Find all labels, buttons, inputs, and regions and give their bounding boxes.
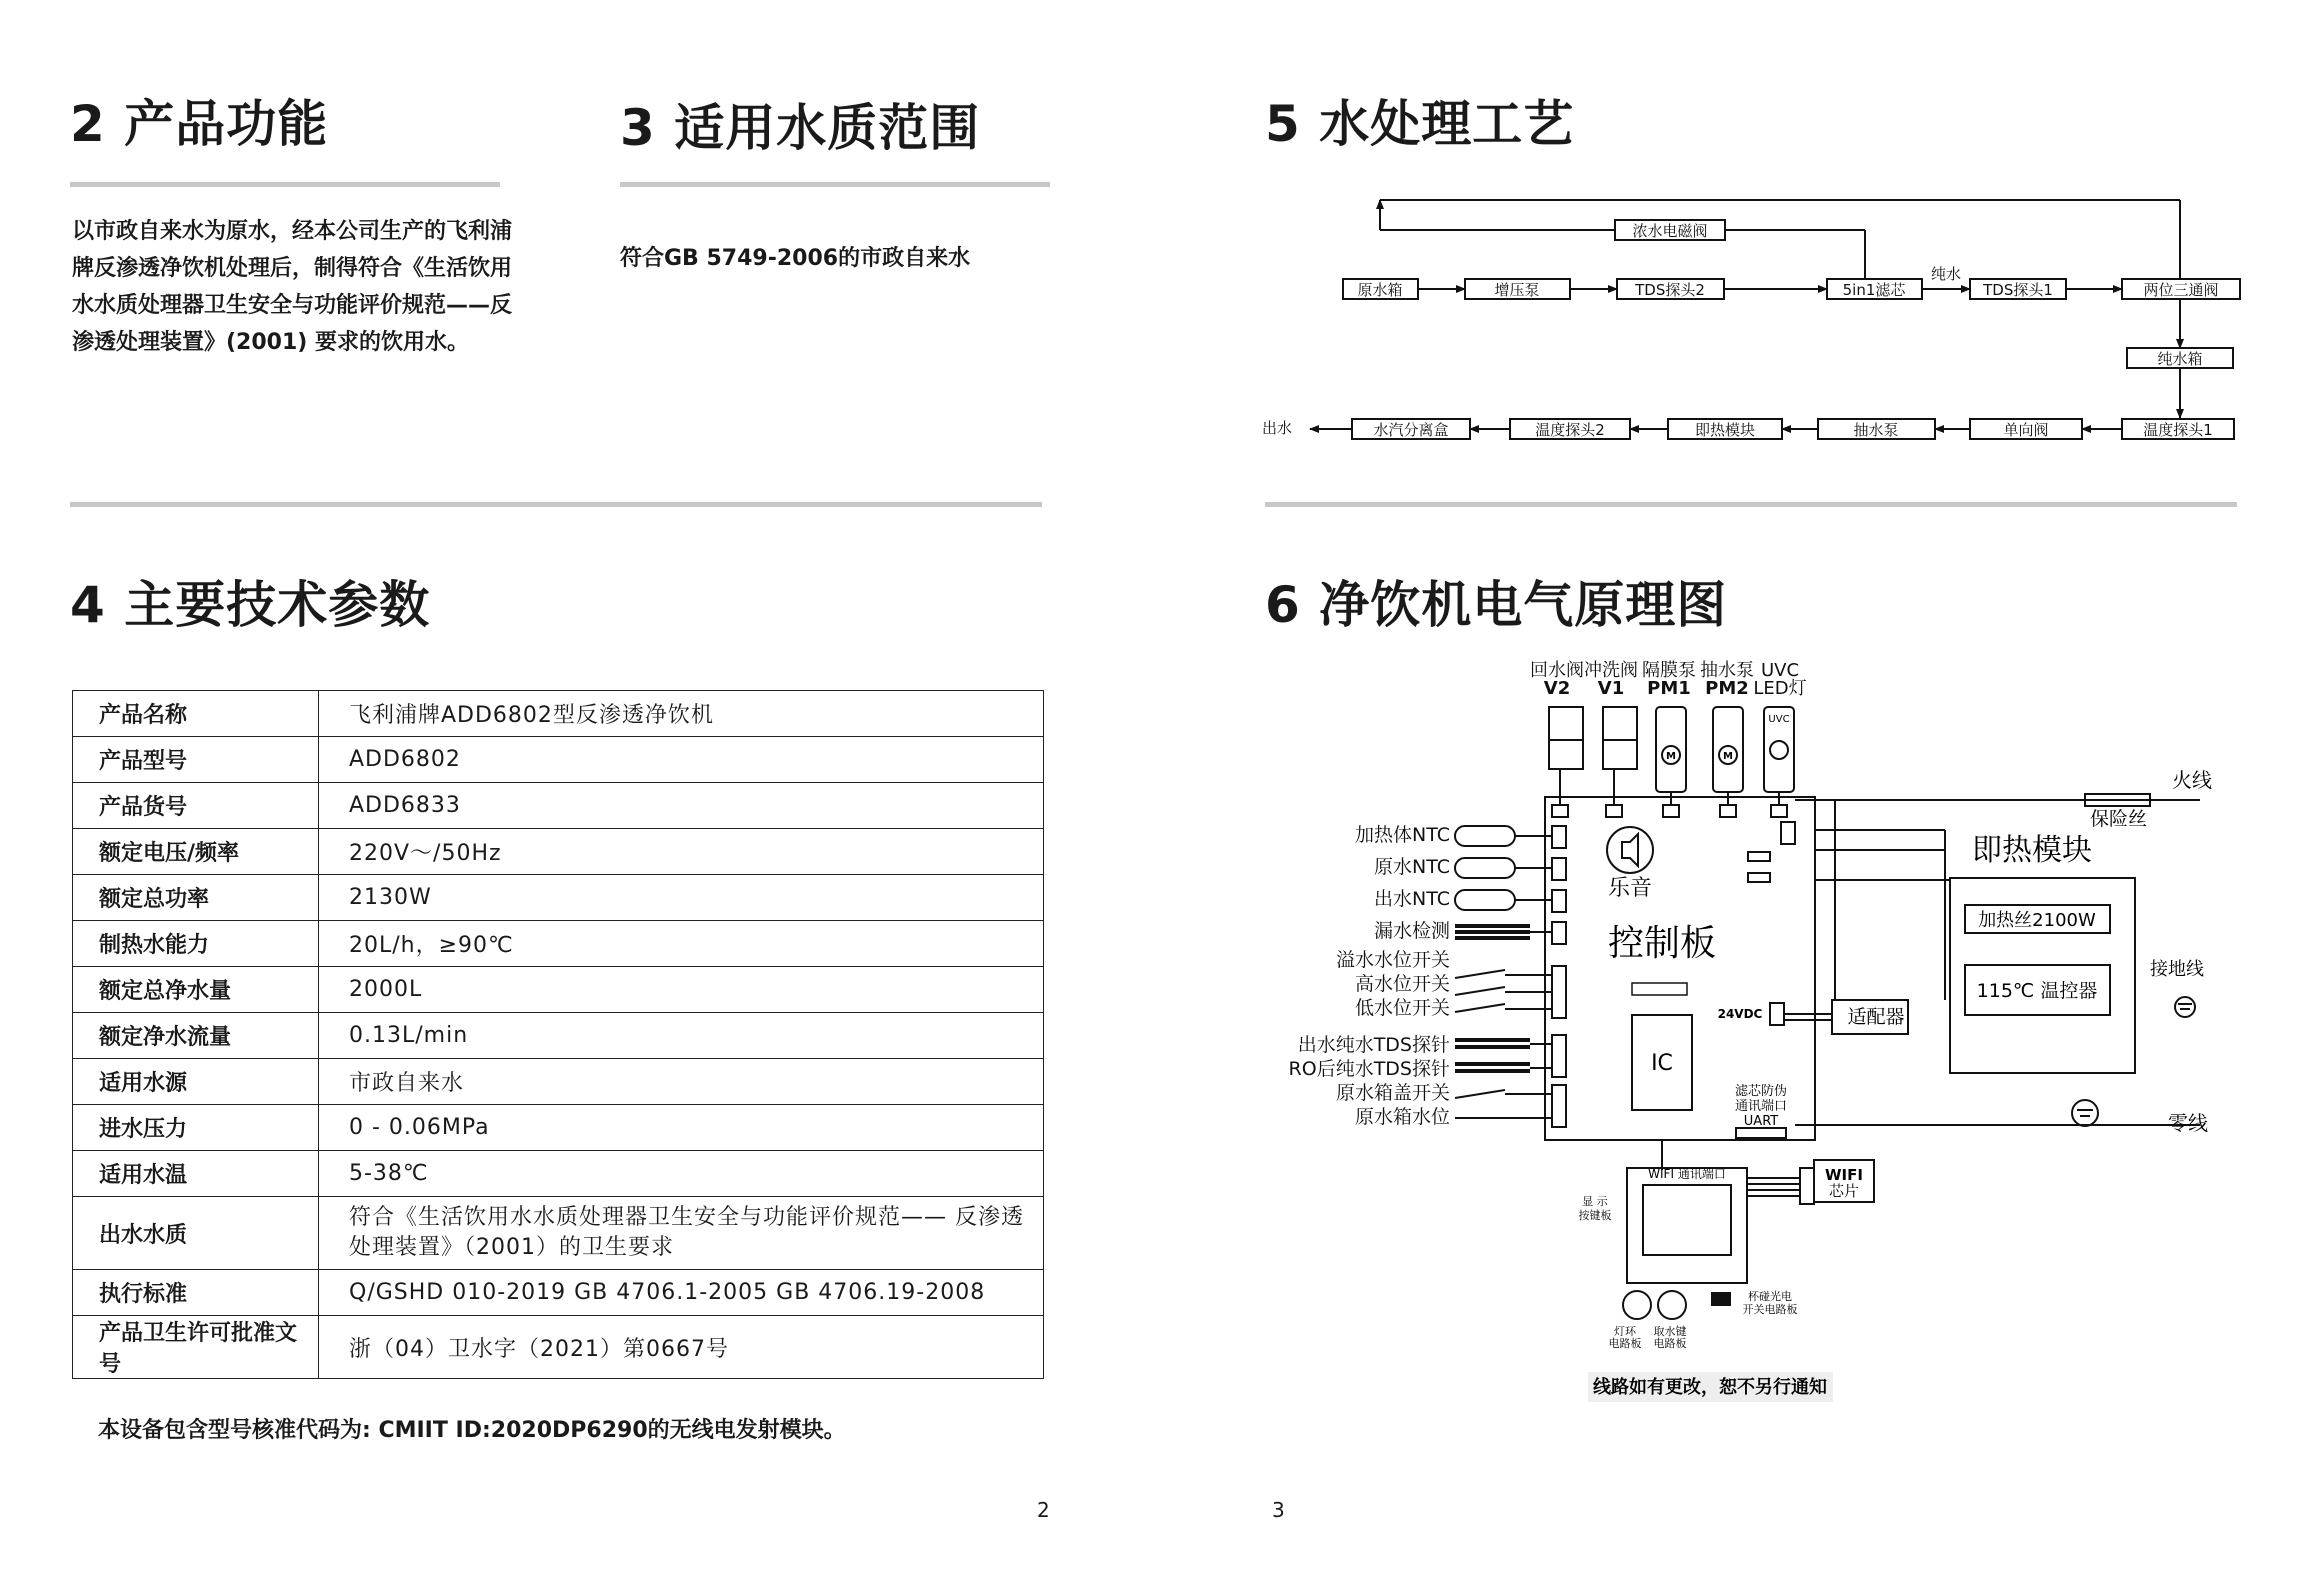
device-label: 隔膜泵	[1642, 660, 1696, 681]
wifi-label: WIFI	[1825, 1166, 1863, 1184]
flow-out-label: 出水	[1261, 419, 1293, 437]
flow-node: 纯水箱	[2157, 350, 2203, 368]
speaker-label: 乐音	[1607, 876, 1653, 901]
spec-key: 额定总功率	[73, 875, 319, 921]
spec-key: 出水水质	[73, 1197, 319, 1270]
section-3-title: 3 适用水质范围	[620, 99, 981, 157]
spec-value: 市政自来水	[319, 1059, 1044, 1105]
section-6-title: 6 净饮机电气原理图	[1265, 576, 1728, 634]
ground-label: 接地线	[2150, 959, 2204, 980]
cup-label: 开关电路板	[1742, 1303, 1798, 1316]
device-code: V1	[1597, 678, 1625, 699]
left-label: 原水箱盖开关	[1335, 1082, 1450, 1104]
spec-value: 20L/h，≥90℃	[319, 921, 1044, 967]
spec-value: Q/GSHD 010-2019 GB 4706.1-2005 GB 4706.19-2008	[319, 1270, 1044, 1316]
uart-label: 滤芯防伪	[1734, 1084, 1788, 1099]
board-label: 控制板	[1607, 923, 1717, 964]
ground-icon	[2072, 1100, 2098, 1126]
flow-node: 即热模块	[1694, 421, 1756, 439]
live-label: 火线	[2172, 768, 2212, 792]
spec-value: 符合《生活饮用水水质处理器卫生安全与功能评价规范—— 反渗透处理装置》（2001）的卫生要求	[319, 1197, 1044, 1270]
device-label: UVC	[1760, 660, 1800, 681]
flow-node: 抽水泵	[1853, 421, 1899, 439]
spec-value: 浙（04）卫水字（2021）第0667号	[319, 1316, 1044, 1379]
spec-key: 执行标准	[73, 1270, 319, 1316]
flow-node: 原水箱	[1357, 281, 1403, 299]
adapter-label: 适配器	[1847, 1006, 1905, 1028]
spec-key: 产品卫生许可批准文号	[73, 1316, 319, 1379]
flow-pure-label: 纯水	[1930, 265, 1962, 283]
wifi-label: 芯片	[1828, 1182, 1860, 1200]
fuse-label: 保险丝	[2090, 808, 2148, 830]
device-code: LED灯	[1753, 678, 1807, 699]
section-2-text: 以市政自来水为原水，经本公司生产的飞利浦牌反渗透净饮机处理后，制得符合《生活饮用水水质处理器卫生安全与功能评价规范——反渗透处理装置》(2001) 要求的饮用水。	[72, 219, 513, 355]
spec-key: 制热水能力	[73, 921, 319, 967]
flow-node: TDS探头1	[1983, 281, 2053, 299]
spec-key: 产品型号	[73, 737, 319, 783]
device-label: 抽水泵	[1700, 660, 1754, 681]
display-label: 按键板	[1578, 1209, 1612, 1222]
spec-key: 进水压力	[73, 1105, 319, 1151]
left-label: 原水NTC	[1374, 856, 1450, 878]
spec-key: 额定净水流量	[73, 1013, 319, 1059]
valve-v1-icon	[1603, 707, 1637, 769]
left-label: RO后纯水TDS探针	[1288, 1058, 1450, 1080]
cup-label: 杯碰光电	[1748, 1290, 1792, 1303]
flow-node: 单向阀	[2003, 421, 2049, 439]
left-label: 低水位开关	[1354, 997, 1450, 1019]
spec-value: ADD6802	[319, 737, 1044, 783]
spec-value: 飞利浦牌ADD6802型反渗透净饮机	[319, 691, 1044, 737]
module-label: 即热模块	[1972, 833, 2092, 868]
spec-value: 2130W	[319, 875, 1044, 921]
section-4-title: 4 主要技术参数	[70, 576, 431, 634]
spec-key: 额定总净水量	[73, 967, 319, 1013]
flow-node: 5in1滤芯	[1842, 281, 1906, 299]
spec-key: 额定电压/频率	[73, 829, 319, 875]
spec-key: 适用水温	[73, 1151, 319, 1197]
footnote: 本设备包含型号核准代码为: CMIIT ID:2020DP6290的无线电发射模块。	[98, 1418, 846, 1443]
valve-v2-icon	[1549, 707, 1583, 769]
page-number-left: 2	[1037, 1498, 1050, 1522]
spec-value: 0.13L/min	[319, 1013, 1044, 1059]
spec-key: 适用水源	[73, 1059, 319, 1105]
left-label: 出水纯水TDS探针	[1297, 1034, 1450, 1056]
flow-node: 温度探头2	[1535, 421, 1605, 439]
left-label: 高水位开关	[1354, 973, 1450, 995]
spec-key: 产品货号	[73, 783, 319, 829]
section-2-title: 2 产品功能	[70, 95, 329, 153]
flow-node: TDS探头2	[1635, 281, 1705, 299]
uvc-small-label: UVC	[1768, 714, 1790, 725]
display-label: 显 示	[1582, 1195, 1608, 1208]
flow-node: 增压泵	[1494, 281, 1540, 299]
device-code: PM2	[1705, 678, 1749, 699]
left-label: 原水箱水位	[1354, 1106, 1450, 1128]
svg-text:M: M	[1723, 751, 1733, 762]
vdc-label: 24VDC	[1717, 1007, 1763, 1021]
key-label: 电路板	[1653, 1337, 1687, 1350]
section-5-title: 5 水处理工艺	[1265, 95, 1575, 153]
spec-value: 5-38℃	[319, 1151, 1044, 1197]
device-label: 冲洗阀	[1584, 660, 1638, 681]
flow-node: 温度探头1	[2143, 421, 2213, 439]
circuit-note: 线路如有更改，恕不另行通知	[1593, 1377, 1827, 1398]
light-ring-icon	[1623, 1291, 1651, 1319]
device-label: 回水阀	[1530, 660, 1584, 681]
key-label: 取水键	[1653, 1325, 1687, 1338]
device-code: PM1	[1647, 678, 1691, 699]
spec-value: 2000L	[319, 967, 1044, 1013]
flow-node: 水汽分离盒	[1373, 421, 1449, 439]
page-number-right: 3	[1272, 1498, 1285, 1522]
light-label: 电路板	[1608, 1337, 1642, 1350]
thermostat-label: 115℃ 温控器	[1976, 980, 2098, 1002]
left-label: 溢水水位开关	[1335, 949, 1450, 971]
section-3-text: 符合GB 5749-2006的市政自来水	[620, 246, 971, 271]
ic-label: IC	[1651, 1051, 1673, 1076]
device-code: V2	[1543, 678, 1571, 699]
flow-node: 两位三通阀	[2143, 281, 2219, 299]
light-label: 灯环	[1614, 1325, 1636, 1338]
spec-value: ADD6833	[319, 783, 1044, 829]
wifi-port-label: WIFI 通讯端口	[1648, 1167, 1726, 1181]
heater-label: 加热丝2100W	[1978, 910, 2096, 931]
spec-value: 220V～/50Hz	[319, 829, 1044, 875]
left-label: 加热体NTC	[1355, 824, 1450, 846]
left-label: 漏水检测	[1373, 920, 1450, 942]
left-label: 出水NTC	[1374, 888, 1450, 910]
uart-label: 通讯端口	[1734, 1099, 1788, 1114]
flow-top-label: 浓水电磁阀	[1632, 222, 1708, 240]
svg-text:M: M	[1666, 751, 1676, 762]
ground-icon	[2175, 997, 2195, 1017]
instant-heat-module	[1950, 878, 2135, 1073]
spec-key: 产品名称	[73, 691, 319, 737]
uart-label: UART	[1743, 1114, 1779, 1129]
spec-value: 0 - 0.06MPa	[319, 1105, 1044, 1151]
neutral-label: 零线	[2168, 1111, 2208, 1135]
water-key-icon	[1658, 1291, 1686, 1319]
cup-sensor-icon	[1712, 1293, 1730, 1305]
speaker-icon	[1607, 827, 1653, 873]
